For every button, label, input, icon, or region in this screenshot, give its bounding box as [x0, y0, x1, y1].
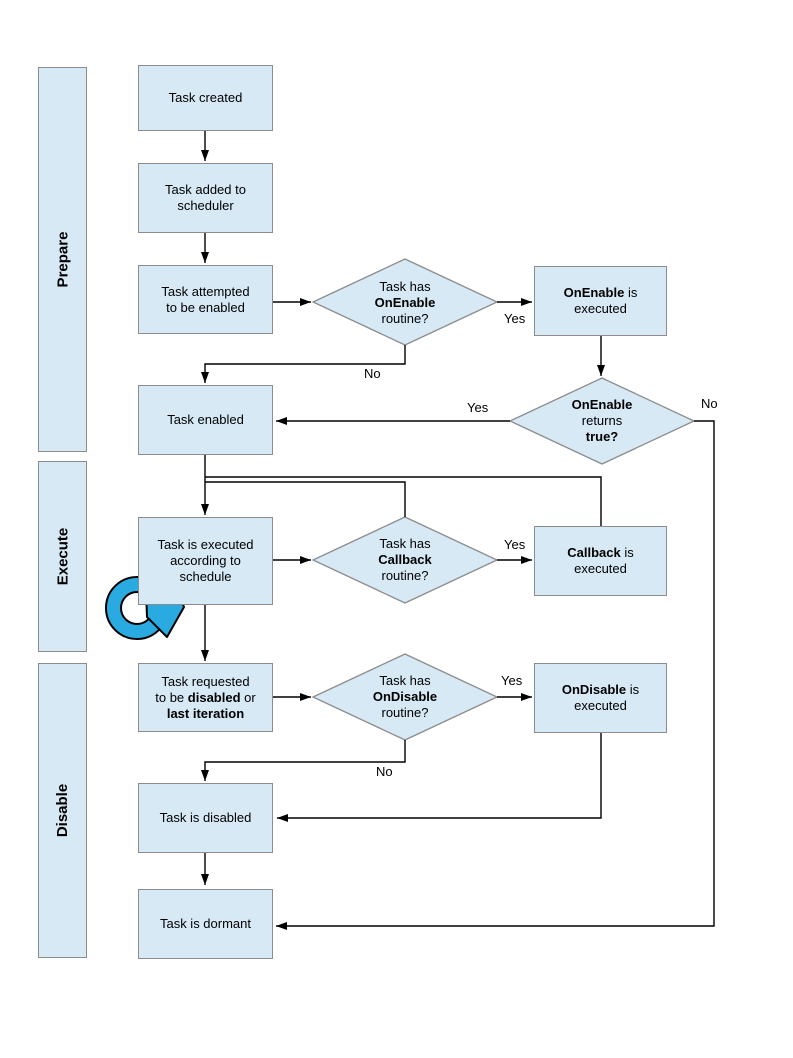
node-text-line: scheduler	[177, 198, 234, 213]
text-segment-bold: OnDisable	[372, 689, 438, 704]
node-text-line: Task attempted	[161, 283, 250, 299]
text-segment: is	[624, 545, 634, 560]
node-task-added-to-scheduler	[138, 163, 273, 233]
lane-execute-label: Execute	[54, 527, 72, 586]
text-segment-bold: OnEnable	[374, 295, 436, 310]
text-segment-bold: OnEnable	[563, 285, 625, 300]
node-task-dormant	[138, 889, 273, 959]
node-text-line: Task enabled	[167, 412, 244, 427]
node-task-created	[138, 65, 273, 131]
text-segment-bold: OnEnable	[571, 397, 633, 412]
node-text-line: schedule	[179, 569, 232, 584]
lane-prepare-label: Prepare	[54, 231, 71, 288]
text-segment-bold: OnDisable	[561, 682, 627, 697]
node-text-line: Task is disabled	[159, 810, 252, 825]
lane-execute	[38, 461, 87, 652]
node-callback-executed	[534, 526, 667, 596]
node-task-disabled	[138, 783, 273, 853]
node-text-line: returns	[581, 413, 623, 428]
decision-has-onenable-text	[330, 279, 480, 327]
node-task-attempted-enabled	[138, 265, 273, 334]
lane-disable	[38, 663, 87, 958]
text-segment: or	[244, 689, 256, 705]
node-onenable-executed	[534, 266, 667, 336]
decision-has-ondisable-text	[330, 673, 480, 721]
edge-label-yes-has-onenable: Yes	[504, 311, 526, 326]
node-text-line: routine?	[381, 311, 429, 326]
edge-label-no-has-onenable: No	[364, 366, 381, 381]
node-text-line: Task has	[379, 673, 431, 688]
node-text-line	[567, 545, 634, 561]
text-segment-bold: disabled	[187, 689, 241, 705]
edge-no-to-task-disabled	[205, 740, 405, 781]
node-text-line: Task created	[168, 90, 243, 105]
text-segment-bold: Callback	[567, 545, 621, 560]
text-segment: to be	[155, 689, 185, 705]
node-text-line: Task has	[379, 536, 431, 551]
node-ondisable-executed	[534, 663, 667, 733]
node-text-line: Task is executed	[157, 537, 254, 552]
lane-prepare	[38, 67, 87, 452]
node-text-line: according to	[170, 553, 241, 568]
node-text-line	[564, 285, 638, 301]
edge-ondisable-executed-to-disabled	[277, 733, 601, 818]
node-task-enabled	[138, 385, 273, 455]
node-text-line: executed	[574, 301, 627, 316]
node-text-line: Task added to	[165, 182, 246, 197]
node-text-line: routine?	[381, 705, 429, 720]
node-text-line: Task has	[379, 279, 431, 294]
lane-disable-label: Disable	[54, 783, 72, 838]
text-segment: is	[627, 285, 638, 300]
decision-onenable-returns-true-text	[527, 397, 677, 445]
node-task-requested-disabled	[138, 663, 273, 732]
decision-has-callback-text	[330, 536, 480, 584]
text-segment-bold: Callback	[378, 552, 432, 567]
node-text-line: executed	[574, 561, 627, 576]
node-text-line	[562, 682, 639, 698]
node-text-line: Task is dormant	[159, 916, 252, 931]
edge-label-no-returns-true: No	[701, 396, 718, 411]
edge-label-yes-returns-true: Yes	[467, 400, 489, 415]
edge-label-yes-has-ondisable: Yes	[501, 673, 523, 688]
node-text-line: executed	[574, 698, 627, 713]
node-text-line: to be enabled	[166, 299, 245, 315]
text-segment-bold: last iteration	[166, 705, 245, 721]
edge-callback-decision-loopback	[205, 482, 405, 517]
text-segment-bold: true?	[585, 429, 619, 444]
node-text-line	[155, 690, 255, 706]
node-text-line: routine?	[381, 568, 429, 583]
edge-label-no-has-ondisable: No	[376, 764, 393, 779]
node-task-executed	[138, 517, 273, 605]
edge-label-yes-has-callback: Yes	[504, 537, 526, 552]
text-segment: is	[629, 682, 640, 697]
node-text-line	[167, 706, 244, 722]
node-text-line: Task requested	[161, 673, 250, 689]
